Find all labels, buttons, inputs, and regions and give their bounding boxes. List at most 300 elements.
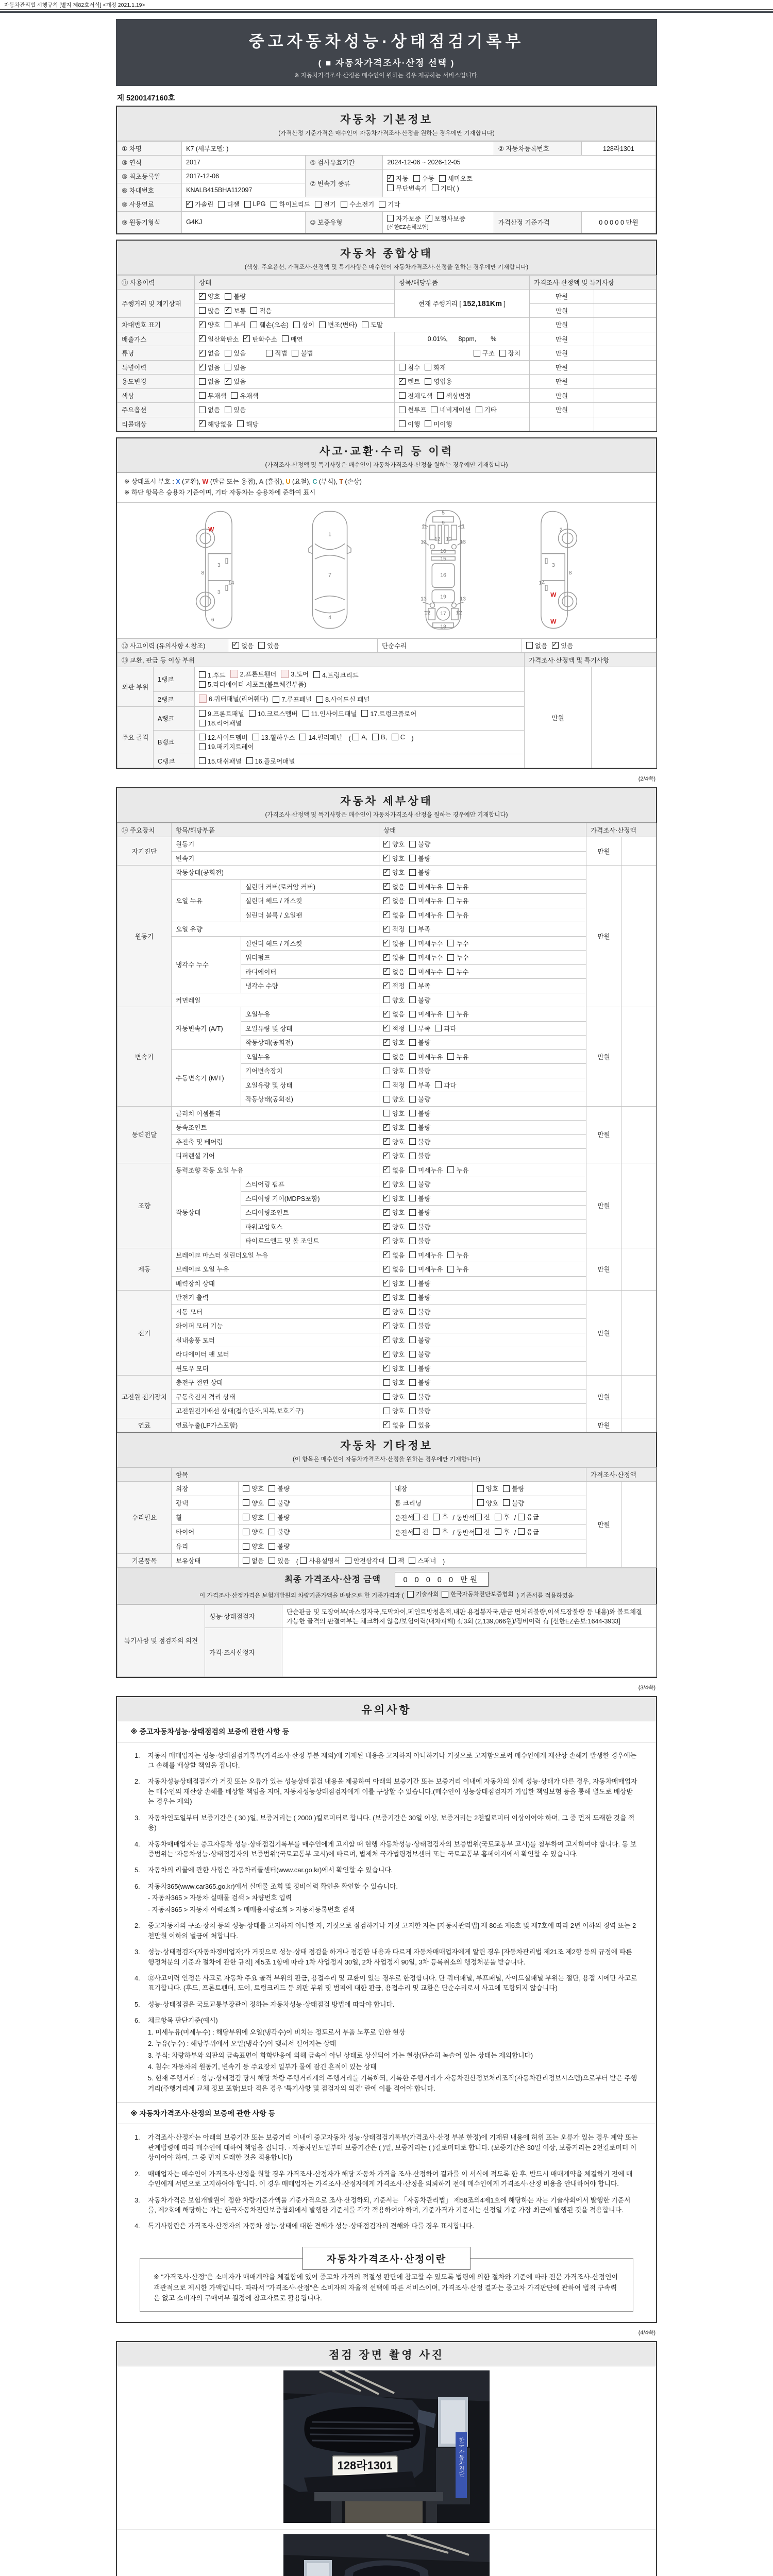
final-price-band [117, 1568, 656, 1604]
checkbox[interactable] [268, 1541, 290, 1551]
checkbox[interactable] [409, 1250, 443, 1260]
checkbox[interactable] [232, 641, 254, 650]
text: 만원 [555, 335, 568, 343]
checkbox[interactable] [199, 306, 220, 315]
checkbox[interactable] [282, 334, 303, 344]
w-mark[interactable] [230, 669, 277, 679]
checkbox[interactable] [383, 1165, 405, 1175]
checkbox[interactable] [383, 1307, 405, 1316]
table-row [117, 1524, 657, 1539]
checkbox[interactable] [477, 1484, 498, 1493]
checkbox-box [268, 1557, 275, 1564]
checkbox[interactable] [199, 391, 226, 400]
checkbox[interactable] [199, 733, 248, 742]
checkbox[interactable] [447, 882, 468, 891]
text: KNALB415BHA112097 [186, 187, 253, 194]
checkbox[interactable] [268, 1498, 290, 1507]
checkbox[interactable] [409, 953, 443, 962]
final-price-value[interactable]: 0 0 0 0 0 만원 [395, 1572, 489, 1587]
inspection-photo-front[interactable] [283, 2370, 490, 2523]
checkbox[interactable] [409, 1052, 443, 1061]
cell [586, 1468, 657, 1482]
cell [379, 1276, 586, 1291]
checkbox[interactable] [316, 694, 369, 704]
cell [205, 1604, 282, 1628]
checkbox[interactable] [199, 670, 226, 680]
checkbox[interactable] [268, 1484, 290, 1493]
checkbox[interactable] [433, 1527, 448, 1536]
checkbox-box [447, 1011, 454, 1018]
checkbox[interactable] [243, 334, 277, 344]
checkbox-box [447, 940, 454, 946]
checkbox[interactable] [409, 995, 430, 1005]
checkbox[interactable] [383, 1151, 405, 1160]
text: 만원 [597, 1266, 610, 1274]
checkbox[interactable] [409, 868, 430, 877]
checkbox[interactable] [552, 641, 573, 650]
checkbox[interactable] [243, 1527, 264, 1536]
text: 만원 [597, 1131, 610, 1139]
checkbox[interactable] [399, 377, 420, 386]
checkbox[interactable] [199, 348, 220, 358]
checkbox[interactable] [409, 896, 443, 905]
checkbox[interactable] [383, 1194, 405, 1203]
text: 내장 [395, 1485, 408, 1493]
checkbox[interactable] [383, 1406, 405, 1415]
checkbox[interactable] [199, 680, 306, 689]
cell [154, 691, 195, 706]
document-body [116, 19, 657, 2576]
checkbox[interactable] [447, 1264, 468, 1274]
checkbox-box [477, 1499, 484, 1506]
checkbox[interactable] [383, 1250, 405, 1260]
text: ③ 연식 [122, 159, 142, 166]
cell [172, 1510, 239, 1525]
legend-text: (부식), [317, 478, 340, 485]
checkbox[interactable] [383, 981, 405, 990]
notice-item-text: 체크항목 판단기준(예시) [148, 2016, 218, 2025]
checkbox[interactable] [199, 334, 239, 344]
legend-symbol: C [312, 478, 317, 485]
checkbox[interactable] [447, 1052, 468, 1061]
checkbox-box [268, 1543, 275, 1550]
text: 가격산정 기준가격 [498, 219, 550, 227]
checkbox[interactable] [250, 306, 272, 315]
checkbox[interactable] [447, 939, 468, 948]
text: ] [502, 300, 506, 308]
checkbox[interactable] [352, 734, 367, 741]
checkbox[interactable] [383, 967, 405, 976]
checkbox-box [186, 201, 193, 208]
checkbox[interactable] [345, 1556, 384, 1565]
checkbox[interactable] [383, 924, 405, 934]
checkbox[interactable] [199, 718, 242, 727]
text: 파워고압호스 [245, 1223, 283, 1231]
checkbox[interactable] [266, 348, 287, 358]
checkbox[interactable] [409, 1137, 430, 1146]
checkbox[interactable] [199, 405, 220, 414]
checkbox[interactable] [409, 1179, 430, 1189]
checkbox[interactable] [409, 1349, 430, 1359]
checkbox[interactable] [218, 199, 239, 209]
checkbox-box [199, 335, 206, 342]
cell [621, 837, 657, 866]
form-title: 중고자동차성능·상태점검기록부 [248, 32, 525, 50]
checkbox[interactable] [383, 1349, 405, 1359]
checkbox[interactable] [372, 734, 387, 741]
checkbox-label: 양호 [392, 1351, 405, 1358]
checkbox[interactable] [199, 419, 232, 429]
checkbox-box [477, 1485, 484, 1492]
cell [530, 276, 657, 290]
checkbox[interactable] [243, 1556, 264, 1565]
cell [241, 1064, 379, 1078]
checkbox-label: 양호 [392, 855, 405, 862]
checkbox[interactable] [253, 733, 295, 742]
checkbox[interactable] [379, 199, 400, 209]
checkbox-label: 누수 [456, 954, 469, 961]
checkbox[interactable] [503, 1484, 524, 1493]
checkbox[interactable] [409, 1024, 430, 1033]
checkbox[interactable] [383, 1066, 405, 1075]
checkbox[interactable] [477, 1498, 498, 1507]
checkbox[interactable] [447, 967, 468, 976]
checkbox[interactable] [199, 363, 220, 372]
checkbox[interactable] [383, 1094, 405, 1104]
checkbox[interactable] [447, 1165, 468, 1175]
checkbox[interactable] [225, 405, 246, 414]
table-row [117, 388, 657, 403]
checkbox[interactable] [299, 733, 342, 742]
checkbox[interactable] [341, 199, 374, 209]
checkbox-label: 불량 [418, 1351, 431, 1358]
checkbox[interactable] [383, 896, 405, 905]
checkbox[interactable] [447, 896, 468, 905]
checkbox[interactable] [383, 1109, 405, 1118]
checkbox[interactable] [413, 1527, 428, 1536]
checkbox[interactable] [199, 709, 244, 718]
checkbox[interactable] [409, 1165, 443, 1175]
checkbox[interactable] [439, 174, 473, 183]
checkbox[interactable] [383, 839, 405, 849]
checkbox[interactable] [383, 1024, 405, 1033]
checkbox[interactable] [383, 1378, 405, 1387]
checkbox[interactable] [387, 174, 408, 183]
table-row [117, 1361, 657, 1376]
checkbox[interactable] [409, 1406, 430, 1415]
checkbox[interactable] [243, 1541, 264, 1551]
checkbox-box [199, 681, 206, 688]
checkbox-label: 누유 [456, 911, 469, 919]
checkbox-box [225, 307, 231, 314]
checkbox[interactable] [383, 1293, 405, 1302]
checkbox[interactable] [442, 1590, 513, 1598]
checkbox[interactable] [383, 1208, 405, 1217]
checkbox[interactable] [383, 882, 405, 891]
etc-title: 자동차 기타정보 [340, 1440, 433, 1452]
checkbox[interactable] [426, 214, 465, 223]
checkbox[interactable] [362, 320, 383, 329]
car-diagram-top [301, 508, 359, 632]
checkbox[interactable] [383, 1420, 405, 1430]
checkbox-label: 양호 [392, 1379, 405, 1386]
checkbox[interactable] [383, 1052, 405, 1061]
checkbox[interactable] [399, 391, 432, 400]
checkbox[interactable] [268, 1527, 290, 1536]
checkbox[interactable] [409, 1151, 430, 1160]
checkbox-box [199, 757, 206, 764]
checkbox[interactable] [383, 1335, 405, 1345]
checkbox[interactable] [409, 1378, 430, 1387]
checkbox[interactable] [389, 1556, 404, 1565]
checkbox[interactable] [387, 183, 427, 193]
checkbox[interactable] [383, 1321, 405, 1330]
checkbox[interactable] [383, 1364, 405, 1373]
checkbox[interactable] [409, 854, 430, 863]
checkbox[interactable] [300, 1556, 340, 1565]
checkbox[interactable] [409, 1236, 430, 1245]
cell [594, 303, 657, 318]
checkbox[interactable] [409, 1094, 430, 1104]
checkbox[interactable] [447, 1009, 468, 1019]
checkbox[interactable] [258, 641, 279, 650]
checkbox[interactable] [518, 1512, 539, 1521]
checkbox[interactable] [383, 1222, 405, 1231]
checkbox[interactable] [409, 1420, 430, 1430]
notice-item [135, 1813, 638, 1833]
cell [172, 1524, 239, 1539]
checkbox[interactable] [186, 199, 213, 209]
checkbox-label: 양호 [392, 841, 405, 848]
checkbox[interactable] [409, 1066, 430, 1075]
checkbox[interactable] [273, 694, 312, 704]
checkbox[interactable] [399, 405, 426, 414]
checkbox[interactable] [199, 292, 220, 301]
checkbox-label: 있음 [277, 1557, 290, 1565]
checkbox[interactable] [409, 1335, 430, 1345]
checkbox[interactable] [409, 1307, 430, 1316]
checkbox[interactable] [499, 348, 520, 358]
checkbox[interactable] [435, 1024, 456, 1033]
checkbox[interactable] [409, 1038, 430, 1047]
checkbox[interactable] [225, 292, 246, 301]
checkbox[interactable] [243, 1484, 264, 1493]
checkbox[interactable] [243, 1513, 264, 1522]
panel-number: 17 [440, 611, 446, 617]
inspection-photo-rear[interactable] [283, 2534, 490, 2576]
checkbox[interactable] [409, 910, 443, 920]
checkbox[interactable] [268, 1513, 290, 1522]
checkbox[interactable] [409, 1392, 430, 1401]
checkbox[interactable] [409, 1123, 430, 1132]
checkbox[interactable] [409, 1208, 430, 1217]
checkbox[interactable] [409, 1556, 436, 1565]
checkbox[interactable] [431, 405, 470, 414]
text: 휠 [176, 1514, 182, 1521]
photo-front [117, 2366, 656, 2530]
checkbox[interactable] [409, 1264, 443, 1274]
checkbox[interactable] [407, 1590, 439, 1598]
checkbox[interactable] [271, 199, 310, 209]
text: 만원 [555, 392, 568, 400]
notice-item [135, 1999, 638, 2009]
checkbox[interactable] [399, 363, 420, 372]
checkbox[interactable] [425, 363, 446, 372]
checkbox[interactable] [383, 1279, 405, 1288]
checkbox-box [299, 734, 306, 740]
checkbox[interactable] [268, 1556, 290, 1565]
checkbox[interactable] [526, 641, 547, 650]
checkbox[interactable] [447, 1250, 468, 1260]
cell [195, 375, 395, 389]
text: 실내송풍 모터 [176, 1336, 215, 1344]
checkbox[interactable] [387, 214, 421, 223]
checkbox-label: 없음 [208, 350, 221, 357]
checkbox[interactable] [313, 670, 359, 680]
table-row [117, 1291, 657, 1305]
checkbox[interactable] [231, 391, 258, 400]
checkbox-label: 과다 [444, 1025, 457, 1032]
checkbox[interactable] [225, 377, 246, 386]
checkbox[interactable] [475, 1512, 490, 1521]
checkbox[interactable] [383, 953, 405, 962]
checkbox[interactable] [409, 1109, 430, 1118]
checkbox[interactable] [409, 839, 430, 849]
checkbox[interactable] [383, 868, 405, 877]
checkbox[interactable] [383, 939, 405, 948]
checkbox[interactable] [409, 924, 430, 934]
checkbox-label: 2.프론트휀더 [240, 671, 277, 678]
cell [182, 142, 494, 156]
checkbox[interactable] [495, 1527, 510, 1536]
checkbox[interactable] [243, 1498, 264, 1507]
checkbox[interactable] [237, 419, 258, 429]
checkbox-label: 미세누수 [418, 954, 443, 961]
checkbox[interactable] [447, 910, 468, 920]
checkbox[interactable] [518, 1527, 539, 1536]
car-diagram-left-side [188, 508, 246, 632]
checkbox[interactable] [225, 348, 246, 358]
checkbox[interactable] [409, 1222, 430, 1231]
checkbox-label: 불량 [418, 1195, 431, 1202]
checkbox[interactable] [225, 363, 246, 372]
checkbox[interactable] [409, 1293, 430, 1302]
legend-note: ※ 하단 항목은 승용차 기준이며, 기타 자동차는 승용차에 준하여 표시 [124, 489, 316, 497]
checkbox[interactable] [250, 320, 289, 329]
checkbox[interactable] [409, 981, 430, 990]
cell [594, 346, 657, 361]
checkbox[interactable] [399, 419, 420, 429]
checkbox[interactable] [225, 320, 246, 329]
checkbox[interactable] [447, 953, 468, 962]
checkbox[interactable] [425, 377, 452, 386]
checkbox[interactable] [225, 306, 246, 315]
checkbox[interactable] [409, 882, 443, 891]
text: ) [441, 1558, 445, 1565]
checkbox[interactable] [476, 405, 497, 414]
checkbox[interactable] [475, 1527, 490, 1536]
checkbox-box [409, 1294, 416, 1301]
checkbox[interactable] [249, 709, 298, 718]
checkbox[interactable] [383, 1038, 405, 1047]
checkbox[interactable] [409, 1194, 430, 1203]
w-mark[interactable] [199, 694, 268, 703]
checkbox[interactable] [413, 1512, 428, 1521]
cell [586, 837, 621, 866]
checkbox[interactable] [409, 1364, 430, 1373]
checkbox-label: 양호 [251, 1543, 264, 1550]
checkbox[interactable] [503, 1498, 524, 1507]
notice-body-2 [117, 2124, 656, 2241]
checkbox-label: 누유 [456, 1053, 469, 1061]
checkbox[interactable] [409, 1009, 443, 1019]
checkbox[interactable] [432, 183, 459, 193]
checkbox[interactable] [425, 419, 452, 429]
checkbox[interactable] [495, 1512, 510, 1521]
checkbox[interactable] [409, 939, 443, 948]
checkbox[interactable] [383, 854, 405, 863]
checkbox[interactable] [392, 734, 405, 741]
text: 주행거리 및 계기상태 [122, 300, 181, 308]
checkbox[interactable] [474, 348, 495, 358]
checkbox-box [199, 743, 206, 750]
checkbox-box [409, 1011, 416, 1018]
checkbox[interactable] [383, 1264, 405, 1274]
checkbox[interactable] [409, 967, 443, 976]
text: 단순수리 [382, 642, 407, 650]
checkbox[interactable] [246, 756, 295, 766]
checkbox[interactable] [199, 742, 254, 751]
text: 보유상태 [176, 1557, 201, 1565]
checkbox[interactable] [383, 1123, 405, 1132]
cell [117, 823, 172, 837]
cell [530, 290, 594, 304]
checkbox[interactable] [199, 756, 242, 766]
table-acc2 [117, 653, 657, 768]
checkbox[interactable] [383, 1009, 405, 1019]
checkbox[interactable] [433, 1512, 448, 1521]
checkbox[interactable] [383, 1392, 405, 1401]
checkbox[interactable] [293, 320, 314, 329]
checkbox[interactable] [409, 1279, 430, 1288]
checkbox[interactable] [435, 1080, 456, 1090]
checkbox[interactable] [383, 995, 405, 1005]
checkbox[interactable] [244, 200, 266, 208]
checkbox[interactable] [303, 709, 357, 718]
checkbox[interactable] [409, 1321, 430, 1330]
checkbox[interactable] [383, 910, 405, 920]
checkbox[interactable] [413, 174, 434, 183]
checkbox-box [232, 642, 239, 649]
checkbox[interactable] [315, 199, 336, 209]
table-row [117, 1496, 657, 1510]
checkbox-box [442, 1591, 448, 1598]
cell [195, 360, 395, 375]
checkbox[interactable] [437, 391, 470, 400]
checkbox[interactable] [199, 377, 220, 386]
w-mark[interactable] [281, 669, 309, 679]
checkbox[interactable] [361, 709, 416, 718]
checkbox-label: 구조 [482, 350, 495, 357]
checkbox[interactable] [319, 320, 357, 329]
checkbox[interactable] [292, 348, 313, 358]
checkbox[interactable] [383, 1179, 405, 1189]
checkbox[interactable] [409, 1080, 430, 1090]
checkbox[interactable] [383, 1137, 405, 1146]
checkbox[interactable] [383, 1236, 405, 1245]
checkbox[interactable] [383, 1080, 405, 1090]
checkbox[interactable] [199, 320, 220, 329]
